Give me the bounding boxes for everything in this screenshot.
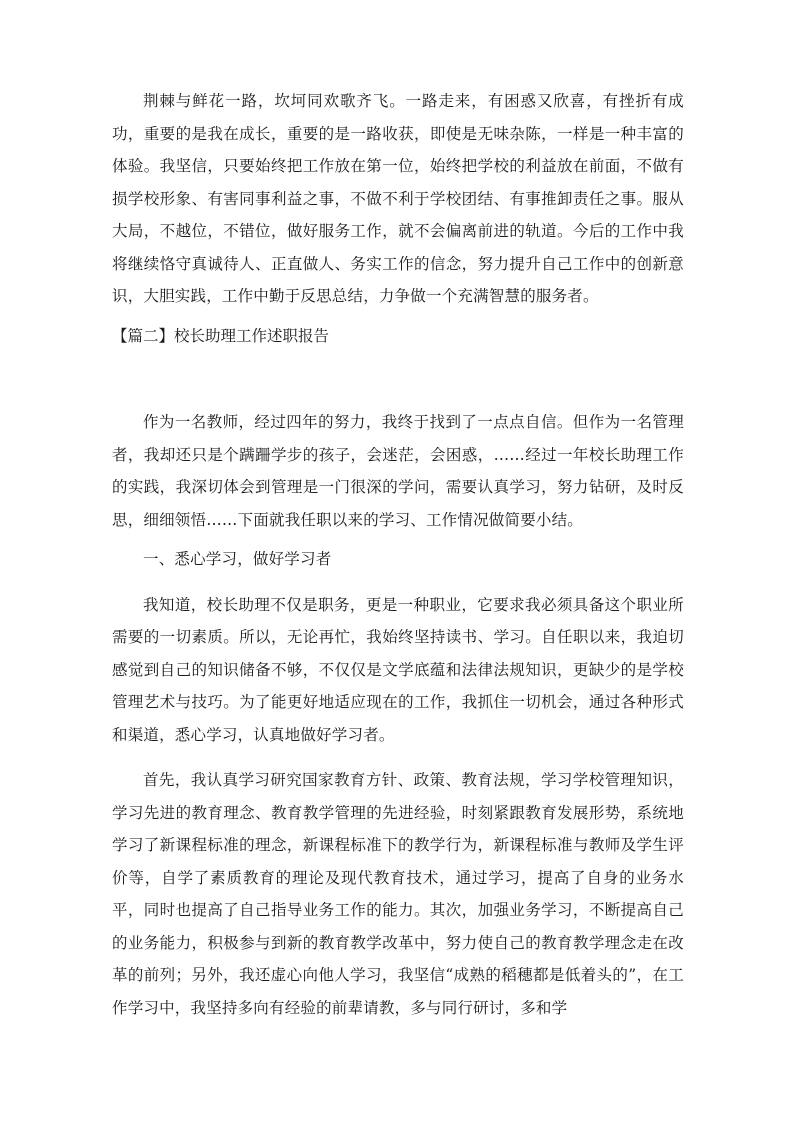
subheading-1: 一、悉心学习，做好学习者	[143, 550, 332, 568]
paragraph-3: 我知道，校长助理不仅是职务，更是一种职业，它要求我必须具备这个职业所需要的一切素质。所以，无论再忙，我始终坚持读书、学习。自任职以来，我迫切感觉到自己的知识储备不够，不仅仅是文学底蕴和法律法规知识，更缺少的是学校管理艺术与技巧。为了能更好地适应现在的工作，我抓住一切机会，通过各种形式和渠道，悉心学习，认真地做好学习者。	[112, 595, 684, 744]
spacer	[112, 536, 684, 543]
spacer	[112, 352, 684, 406]
spacer	[112, 576, 684, 589]
spacer	[112, 313, 684, 320]
paragraph-1: 荆棘与鲜花一路，坎坷同欢歌齐飞。一路走来，有困惑又欣喜，有挫折有成功，重要的是我在成长，重要的是一路收获，即使是无味杂陈，一样是一种丰富的体验。我坚信，只要始终把工作放在第一位，始终把学校的利益放在前面，不做有损学校形象、有害同事利益之事，不做不利于学校团结、有事推卸责任之事。服从大局，不越位，不错位，做好服务工作，就不会偏离前进的轨道。今后的工作中我将继续恪守真诚待人、正直做人、务实工作的信念，努力提升自己工作中的创新意识，大胆实践，工作中勤于反思总结，力争做一个充满智慧的服务者。	[112, 92, 684, 305]
spacer	[112, 751, 684, 764]
paragraph-2: 作为一名教师，经过四年的努力，我终于找到了一点点自信。但作为一名管理者，我却还只是个蹒跚学步的孩子，会迷茫，会困惑，……经过一年校长助理工作的实践，我深切体会到管理是一门很深的学问，需要认真学习，努力钻研，及时反思，细细领悟……下面就我任职以来的学习、工作情况做简要小结。	[112, 413, 684, 529]
document-body	[112, 85, 684, 1024]
paragraph-4: 首先，我认真学习研究国家教育方针、政策、教育法规，学习学校管理知识，学习先进的教育理念、教育教学管理的先进经验，时刻紧跟教育发展形势，系统地学习了新课程标准的理念，新课程标准下的教学行为，新课程标准与教师及学生评价等，自学了素质教育的理论及现代教育技术，通过学习，提高了自身的业务水平，同时也提高了自己指导业务工作的能力。其次，加强业务学习，不断提高自己的业务能力，积极参与到新的教育教学改革中，努力使自己的教育教学理念走在改革的前列；另外，我还虚心向他人学习，我坚信“成熟的稻穗都是低着头的”，在工作学习中，我坚持多向有经验的前辈请教，多与同行研讨，多和学	[112, 771, 684, 1017]
section-heading: 【篇二】校长助理工作述职报告	[112, 326, 330, 345]
